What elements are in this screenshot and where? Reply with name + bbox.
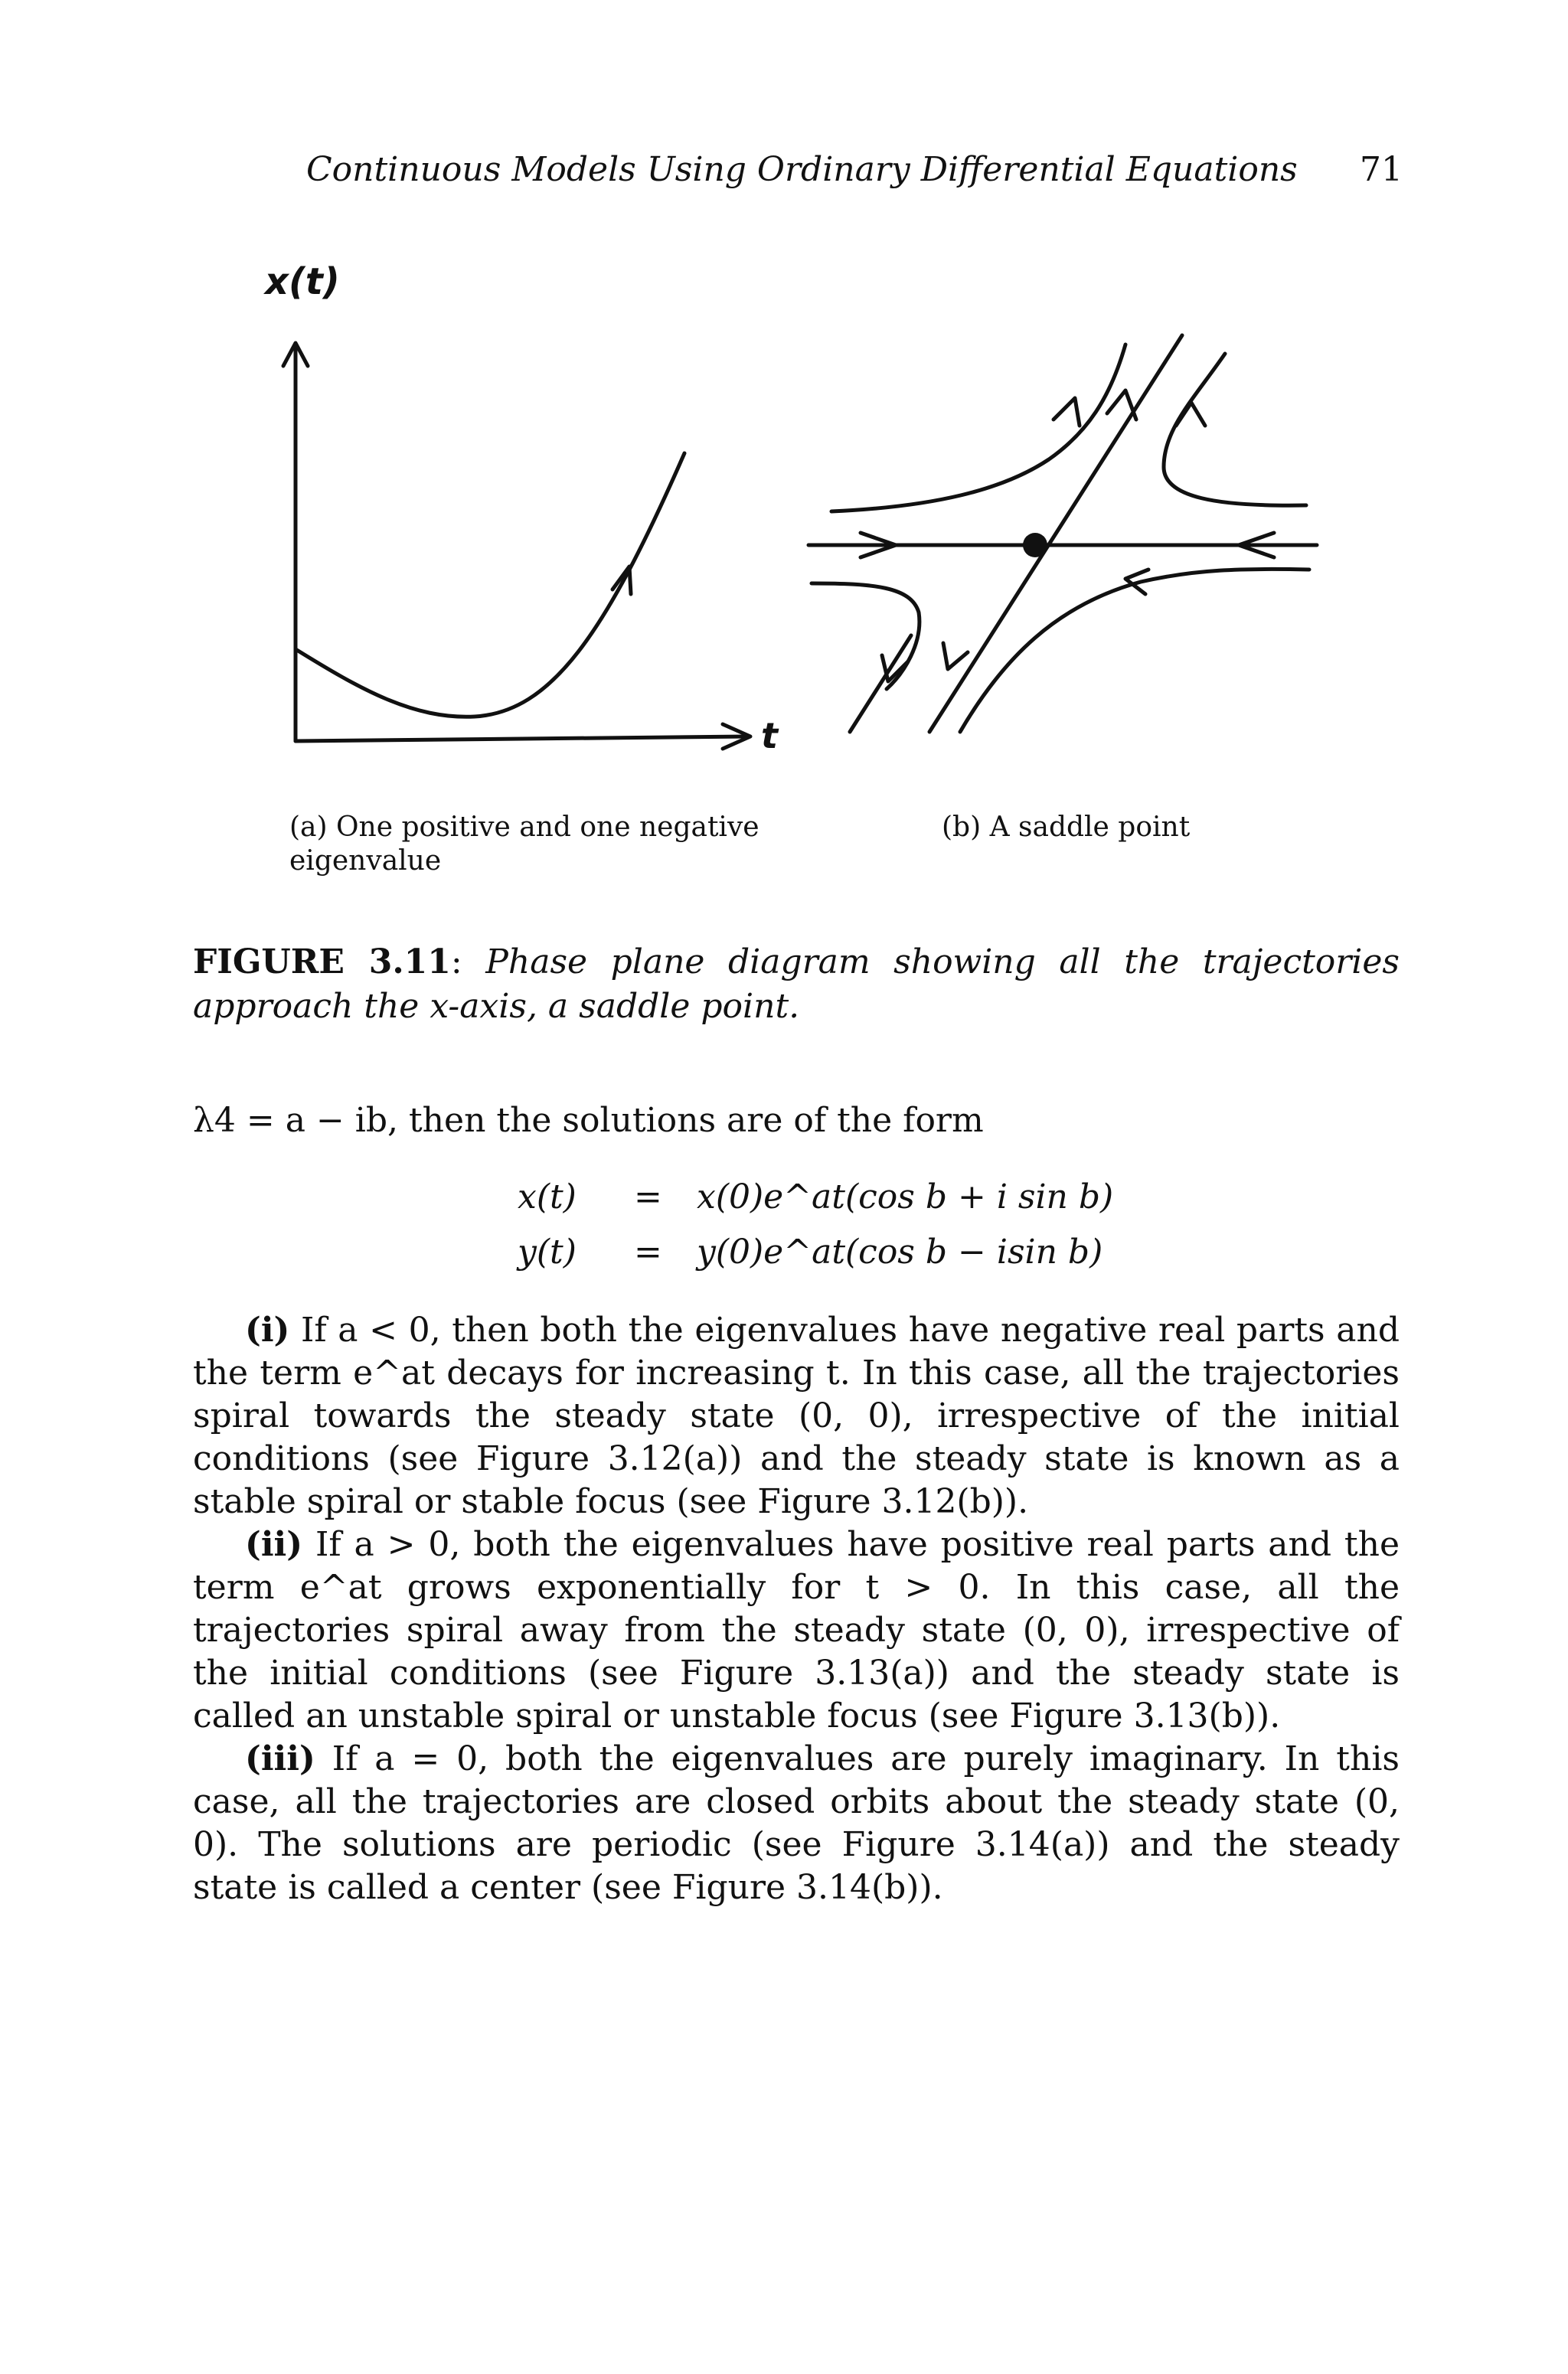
upper-left-arrowhead	[1054, 398, 1080, 426]
case-iii-paragraph	[193, 1738, 1400, 1909]
diagonal-right-lower	[960, 569, 1309, 732]
x-axis-label: t	[761, 715, 778, 756]
page-number: 71	[1360, 150, 1403, 189]
case-i-paragraph	[193, 1309, 1400, 1523]
equation-1-lhs: x(t)	[518, 1177, 577, 1216]
left-x-axis	[296, 736, 749, 741]
case-i-text: If a < 0, then both the eigenvalues have negative real parts and the term e^at decays for increasing t. In this case, all the trajectories spiral towards the steady state (0, 0), irrespective of the initial conditions (see Figure 3.12(a)) and the steady state is known as a stable spiral or stable focus (see Figure 3.12(b)).	[193, 1311, 1400, 1521]
subcaption-a-line2: eigenvalue	[289, 845, 442, 877]
y-axis-label: x(t)	[265, 260, 340, 303]
equation-2-eq: =	[634, 1233, 662, 1272]
solution-curve	[296, 453, 684, 717]
case-iii-text: If a = 0, both the eigenvalues are purely imaginary. In this case, all the trajectories are closed orbits about the steady state (0, 0). The solutions are periodic (see Figure 3.14(a)) and the steady state is called a center (see Figure 3.14(b)).	[193, 1739, 1400, 1907]
subcaption-b: (b) A saddle point	[942, 811, 1191, 843]
equation-1-rhs: x(0)e^at(cos b + i sin b)	[697, 1177, 1114, 1216]
equation-2-rhs: y(0)e^at(cos b − isin b)	[697, 1233, 1103, 1272]
subcaption-a-line1: (a) One positive and one negative	[289, 811, 760, 843]
case-i-label: (i)	[245, 1311, 290, 1350]
running-header-title: Continuous Models Using Ordinary Differential Equations	[306, 150, 1298, 189]
case-iii-label: (iii)	[245, 1739, 315, 1778]
equation-2-lhs: y(t)	[518, 1233, 577, 1272]
figure-caption-separator: :	[450, 942, 462, 981]
intro-line: λ4 = a − ib, then the solutions are of the form	[193, 1101, 984, 1140]
figure-caption-text: Phase plane diagram showing all the trajectories approach the x-axis, a saddle point.	[193, 942, 1400, 1026]
case-ii-label: (ii)	[245, 1525, 303, 1564]
case-ii-text: If a > 0, both the eigenvalues have positive real parts and the term e^at grows exponentially for t > 0. In this case, all the trajectories spiral away from the steady state (0, 0), irrespective of the initial conditions (see Figure 3.13(a)) and the steady state is called an unstable spiral or unstable focus (see Figure 3.13(b)).	[193, 1525, 1400, 1736]
diagonal-left	[850, 635, 911, 732]
unstable-manifold-line	[929, 335, 1182, 732]
equation-1-eq: =	[634, 1177, 662, 1216]
lower-left-trajectory	[812, 583, 920, 689]
figure-caption	[193, 940, 1400, 1029]
case-ii-paragraph	[193, 1523, 1400, 1738]
figure-caption-label: FIGURE 3.11	[193, 942, 451, 981]
upper-left-trajectory	[831, 345, 1125, 511]
manifold-arrowhead-down	[943, 643, 968, 669]
saddle-point	[1023, 533, 1047, 557]
figure-3-11-graphics	[0, 0, 1568, 919]
diagonal-right-upper	[1164, 354, 1306, 505]
